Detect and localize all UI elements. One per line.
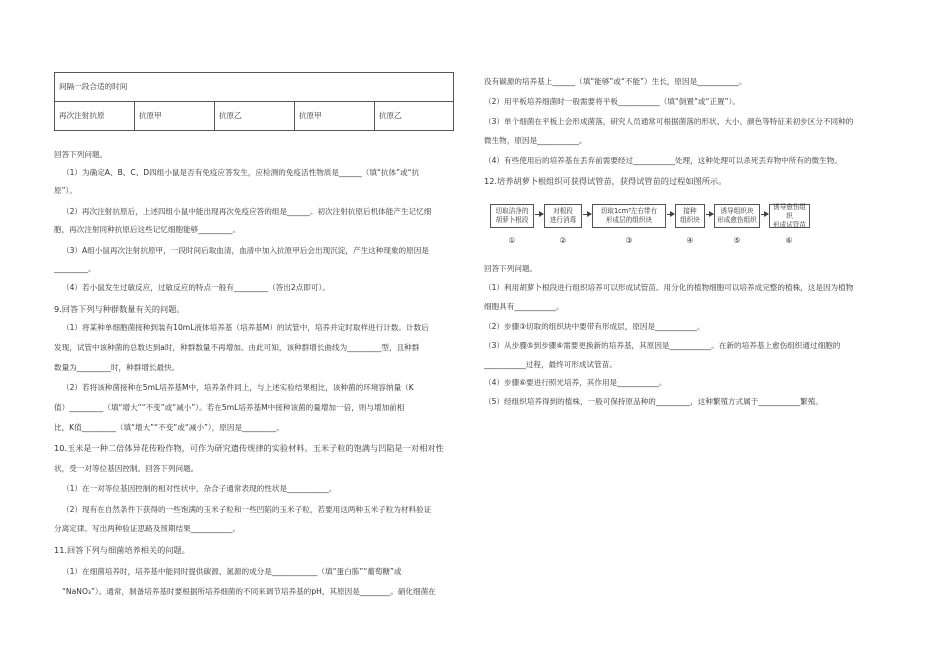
- text-line: （2）现有在自然条件下获得的一些饱满的玉米子粒和一些凹陷的玉米子粒，若要用这两种玉米子粒为材料验证: [62, 505, 432, 514]
- text-line: （4）步骤⑥要进行照光培养，其作用是___________。: [484, 378, 667, 387]
- text-line: （2）用平板培养细菌时一般需要将平板___________（填“倒置”或“正置”）。: [484, 97, 740, 106]
- table-cell: 再次注射抗原: [55, 102, 135, 131]
- text-line: 没有碳源的培养基上______（填“能够”或“不能”）生长，原因是___________。: [484, 77, 747, 86]
- question-11-heading: 11.回答下列与细菌培养相关的问题。: [54, 545, 190, 555]
- arrow-right-icon: [706, 214, 713, 215]
- text-line: 胞，再次注射同种抗原后这些记忆细胞能够_________。: [54, 225, 241, 234]
- table-cell: 抗原甲: [295, 102, 375, 131]
- text-line: （5）经组织培养得到的植株，一般可保持原品种的_________，这种繁殖方式属于___________繁殖。: [484, 397, 823, 406]
- arrow-right-icon: [761, 214, 768, 215]
- text-line: （3）A组小鼠再次注射抗原甲，一段时间后取血清，血清中加入抗原甲后会出现沉淀，产生这种现象的原因是: [62, 246, 429, 255]
- text-line: （2）步骤③切取的组织块中要带有形成层，原因是___________。: [484, 322, 705, 331]
- flow-step-3: 切取1cm³左右带有 形成层的组织块: [592, 204, 666, 228]
- table-cell-interval: 间隔一段合适的时间: [55, 73, 454, 102]
- tissue-culture-flow-diagram: [490, 204, 810, 254]
- arrow-right-icon: [667, 214, 674, 215]
- text-line: 比，K值_________（填“增大”“不变”或“减小”），原因是_________。: [54, 423, 284, 432]
- text-line: 回答下列问题。: [484, 264, 538, 273]
- flow-step-4: 接种 组织块: [675, 204, 705, 228]
- text-line: “NaNO₃”）。通常，制备培养基时要根据所培养细菌的不同来调节培养基的pH，其原因是________。硝化细菌在: [62, 587, 436, 596]
- table-row: [55, 73, 454, 102]
- text-line: 数量为_________时，种群增长最快。: [54, 363, 180, 372]
- text-line: ___________过程，最终可形成试管苗。: [484, 360, 617, 369]
- arrow-right-icon: [583, 214, 591, 215]
- flow-step-1: 切取洁净的 胡萝卜根段: [490, 204, 534, 228]
- question-9-heading: 9.回答下列与种群数量有关的问题。: [54, 304, 185, 314]
- step-number: ①: [508, 236, 516, 245]
- flow-step-5: 诱导组织块 形成愈伤组织: [714, 204, 760, 228]
- table-cell: 抗原乙: [215, 102, 295, 131]
- text-line: 分离定律。写出两种验证思路及预期结果___________。: [54, 524, 241, 533]
- step-number: ③: [625, 236, 633, 245]
- text-line: _________。: [54, 264, 96, 273]
- flow-step-6: 诱导愈伤组织 形成试管苗: [769, 204, 810, 228]
- text-line: 细胞具有___________。: [484, 302, 564, 311]
- text-line: （1）在细菌培养时，培养基中能同时提供碳源、氮源的成分是____________（填“蛋白胨”“葡萄糖”或: [62, 567, 402, 576]
- text-line: （1）将某种单细胞菌接种到装有10mL液体培养基（培养基M）的试管中，培养并定时取样进行计数。计数后: [62, 323, 429, 332]
- arrow-right-icon: [535, 214, 543, 215]
- flow-step-2: 对根段 进行消毒: [544, 204, 582, 228]
- immunization-table: [54, 72, 454, 131]
- text-line: （1）在一对等位基因控制的相对性状中，杂合子通常表现的性状是___________。: [62, 484, 337, 493]
- question-10-heading: 10.玉米是一种二倍体异花传粉作物，可作为研究遗传规律的实验材料。玉米子粒的饱满与凹陷是一对相对性: [54, 443, 444, 453]
- text-line: （4）有些使用后的培养基在丢弃前需要经过___________处理，这种处理可以杀死丢弃物中所有的微生物。: [484, 156, 842, 165]
- text-line: （1）为确定A、B、C、D四组小鼠是否有免疫应答发生，应检测的免疫活性物质是______（填“抗体”或“抗: [62, 168, 420, 177]
- text-line: 原”）。: [54, 186, 77, 195]
- text-line: 状，受一对等位基因控制。回答下列问题。: [54, 464, 199, 473]
- step-number: ⑥: [785, 236, 793, 245]
- table-cell: 抗原乙: [375, 102, 454, 131]
- text-line: （2）再次注射抗原后，上述四组小鼠中能出现再次免疫应答的组是______。初次注射抗原后机体能产生记忆细: [62, 207, 432, 216]
- text-line: （3）单个细菌在平板上会形成菌落，研究人员通常可根据菌落的形状、大小、颜色等特征来初步区分不同种的: [484, 117, 854, 126]
- text-line: （1）利用胡萝卜根段进行组织培养可以形成试管苗。用分化的植物细胞可以培养成完整的植株，这是因为植物: [484, 283, 854, 292]
- text-line: 值）_________（填“增大”“不变”或“减小”）。若在5mL培养基M中接种该菌的量增加一倍，则与增加前相: [54, 403, 405, 412]
- text-line: （4）若小鼠发生过敏反应，过敏反应的特点一般有_________（答出2点即可）。: [62, 283, 330, 292]
- step-number: ④: [686, 236, 694, 245]
- text-line: 回答下列问题。: [54, 150, 108, 159]
- text-line: 发现，试管中该种菌的总数达到a时，种群数量不再增加。由此可知，该种群增长曲线为_________型，且种群: [54, 343, 420, 352]
- text-line: （3）从步骤⑤到步骤⑥需要更换新的培养基，其原因是___________。在新的培养基上愈伤组织通过细胞的: [484, 341, 841, 350]
- step-number: ⑤: [733, 236, 741, 245]
- text-line: 微生物，原因是___________。: [484, 136, 587, 145]
- table-cell: 抗原甲: [135, 102, 215, 131]
- table-row: [55, 102, 454, 131]
- question-12-heading: 12.培养胡萝卜根组织可获得试管苗，获得试管苗的过程如图所示。: [484, 176, 727, 186]
- text-line: （2）若将该种菌接种在5mL培养基M中，培养条件同上，与上述实验结果相比，该种菌的环境容纳量（K: [62, 383, 414, 392]
- step-number: ②: [559, 236, 567, 245]
